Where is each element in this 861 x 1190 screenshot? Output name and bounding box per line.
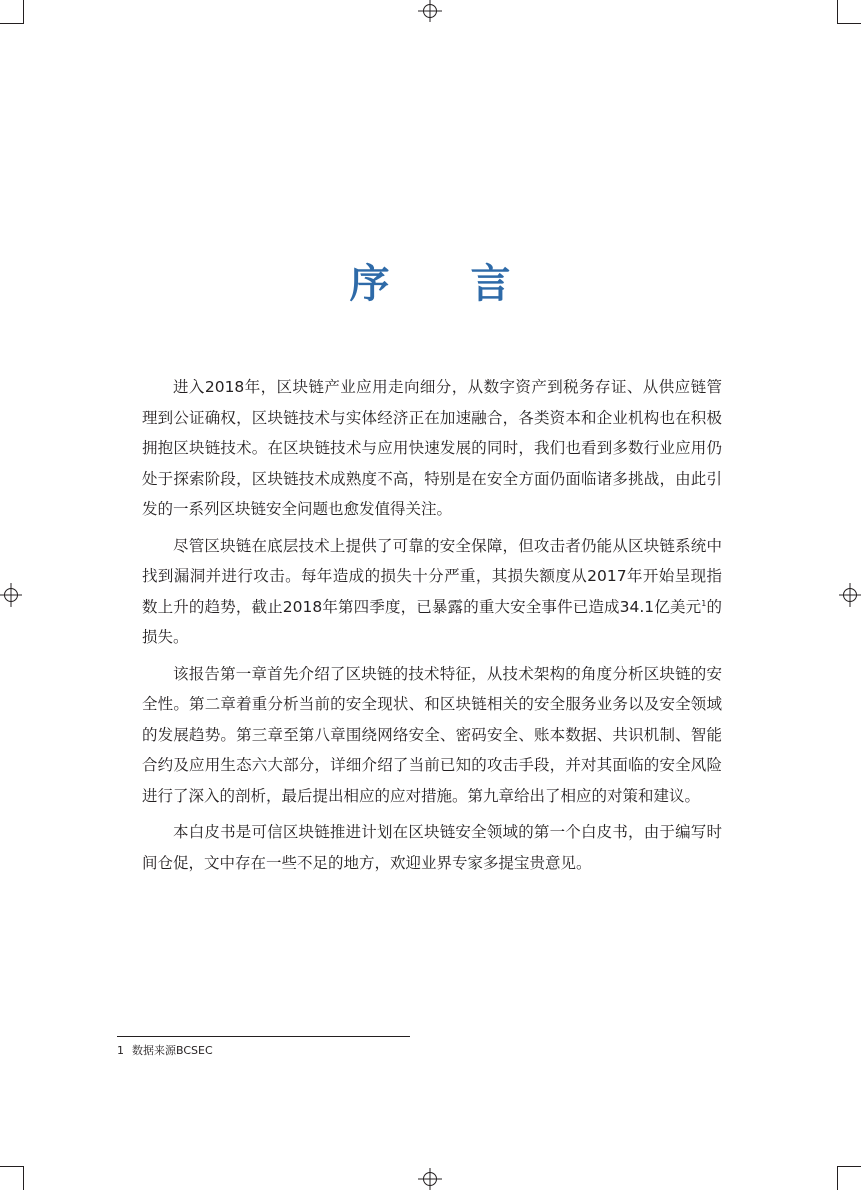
footnote-reference: 1 <box>701 598 707 608</box>
preface-body <box>142 372 722 884</box>
footnote-number: 1 <box>117 1044 124 1057</box>
crop-mark-bottom-right-v <box>837 1166 838 1190</box>
paragraph-3: 该报告第一章首先介绍了区块链的技术特征，从技术架构的角度分析区块链的安全性。第二章着重分析当前的安全现状、和区块链相关的安全服务业务以及安全领域的发展趋势。第三章至第八章围绕网络安全、密码安全、账本数据、共识机制、智能合约及应用生态六大部分，详细介绍了当前已知的攻击手段，并对其面临的安全风险进行了深入的剖析，最后提出相应的应对措施。第九章给出了相应的对策和建议。 <box>142 664 722 805</box>
paragraph-4: 本白皮书是可信区块链推进计划在区块链安全领域的第一个白皮书，由于编写时间仓促，文中存在一些不足的地方，欢迎业界专家多提宝贵意见。 <box>142 823 722 872</box>
crop-mark-top-left-v <box>23 0 24 24</box>
registration-mark-bottom <box>418 1166 442 1190</box>
paragraph-1: 进入2018年，区块链产业应用走向细分，从数字资产到税务存证、从供应链管理到公证确权，区块链技术与实体经济正在加速融合，各类资本和企业机构也在积极拥抱区块链技术。在区块链技术与应用快速发展的同时，我们也看到多数行业应用仍处于探索阶段，区块链技术成熟度不高，特别是在安全方面仍面临诸多挑战，由此引发的一系列区块链安全问题也愈发值得关注。 <box>142 378 722 518</box>
page-title <box>0 252 861 309</box>
footnote-text: 数据来源BCSEC <box>132 1044 213 1057</box>
crop-mark-bottom-left-v <box>23 1166 24 1190</box>
paragraph-2-tail: 的损失。 <box>142 597 722 646</box>
crop-mark-bottom-left-h <box>0 1166 24 1167</box>
paragraph-2 <box>142 531 722 653</box>
footnote <box>117 1043 213 1059</box>
registration-mark-right <box>837 583 861 607</box>
registration-mark-top <box>418 0 442 24</box>
footnote-rule <box>117 1036 410 1037</box>
title-char-2: 言 <box>470 261 512 307</box>
title-char-1: 序 <box>349 261 391 307</box>
registration-mark-left <box>0 583 24 607</box>
crop-mark-top-right-h <box>837 23 861 24</box>
crop-mark-bottom-right-h <box>837 1166 861 1167</box>
crop-mark-top-right-v <box>837 0 838 24</box>
crop-mark-top-left-h <box>0 23 24 24</box>
paragraph-2-main: 尽管区块链在底层技术上提供了可靠的安全保障，但攻击者仍能从区块链系统中找到漏洞并进行攻击。每年造成的损失十分严重，其损失额度从2017年开始呈现指数上升的趋势，截止2018年第四季度，已暴露的重大安全事件已造成34.1亿美元 <box>142 536 722 616</box>
